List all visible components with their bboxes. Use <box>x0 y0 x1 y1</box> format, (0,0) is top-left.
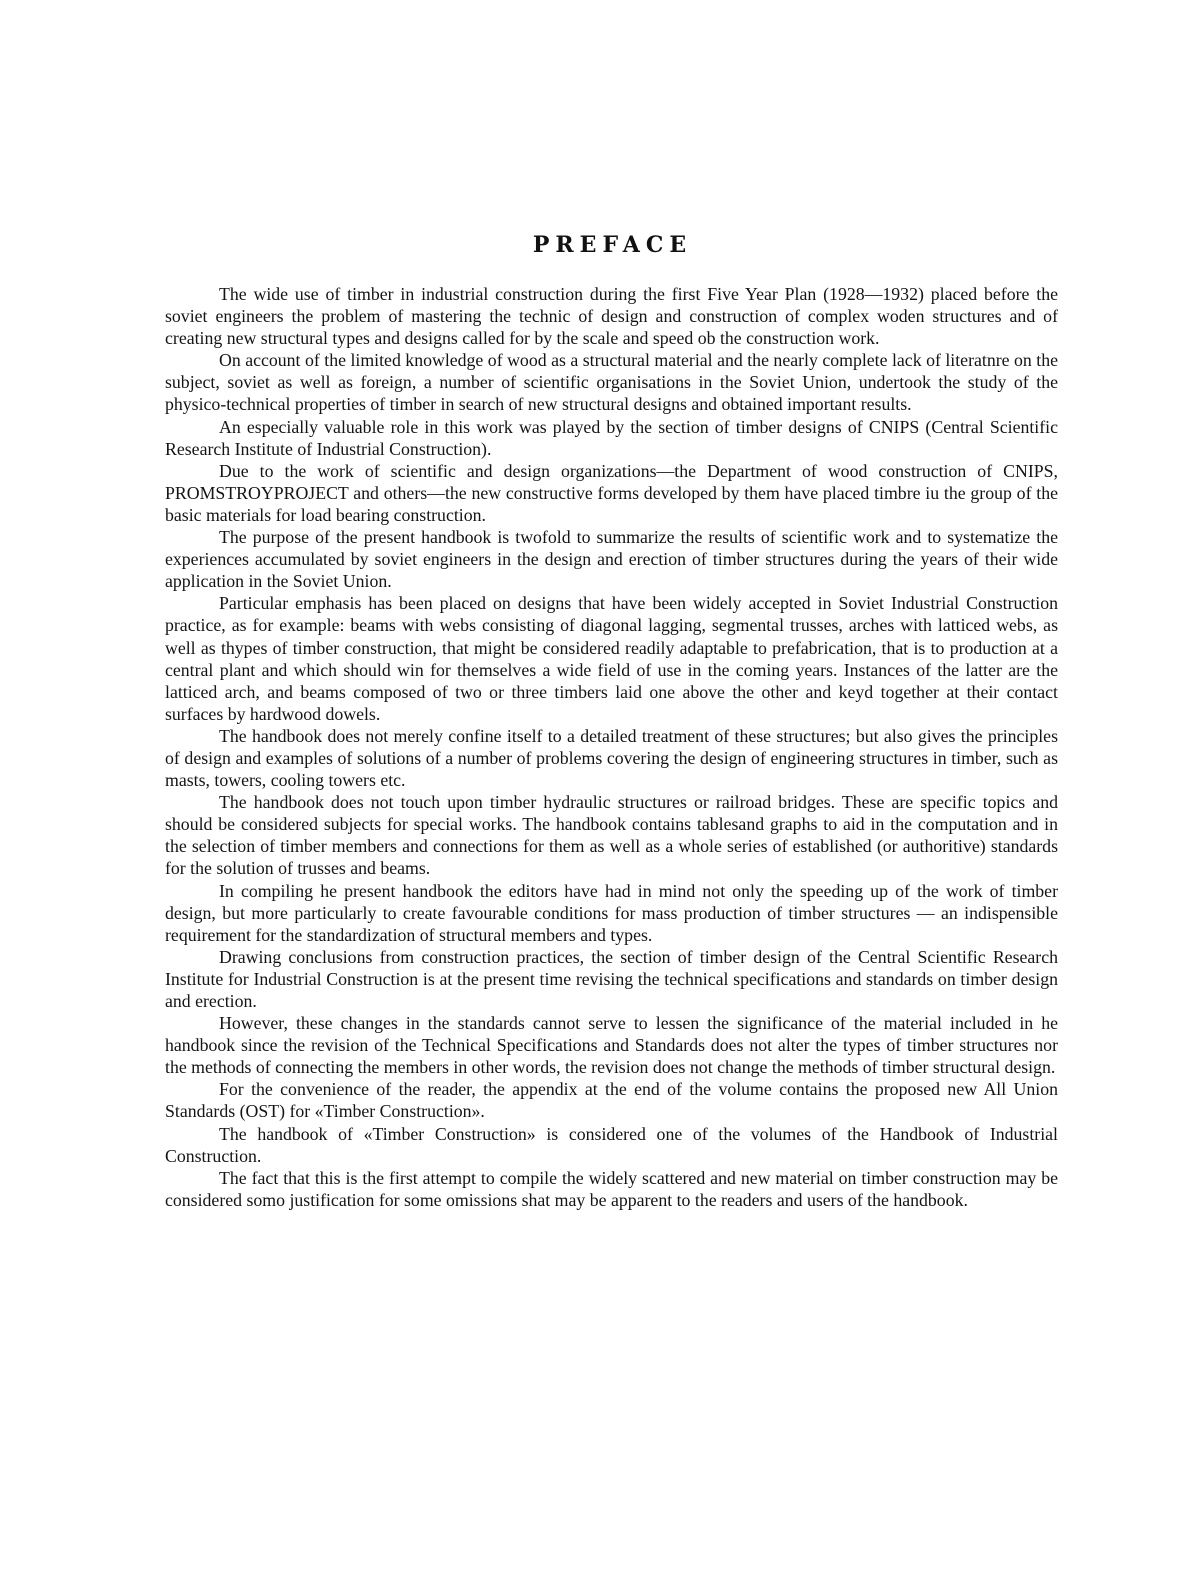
paragraph: For the convenience of the reader, the appendix at the end of the volume contains the proposed new All Union Standards (OST) for «Timber Construction». <box>165 1079 1058 1122</box>
paragraph: Drawing conclusions from construction practices, the section of timber design of the Central Scientific Research Institute for Industrial Construction is at the present time revising the technical specifications and standards on timber design and erection. <box>165 946 1058 1011</box>
paragraph: The handbook of «Timber Construction» is considered one of the volumes of the Handbook of Industrial Construction. <box>165 1123 1058 1166</box>
paragraph: The fact that this is the first attempt to compile the widely scattered and new material on timber construction may be considered somo justification for some omissions shat may be apparent to the readers and users of the handbook. <box>165 1167 1058 1210</box>
paragraph: In compiling he present handbook the editors have had in mind not only the speeding up of the work of timber design, but more particularly to create favourable conditions for mass production of timber structures — an indispensible requirement for the standardization of structural members and types. <box>165 880 1058 945</box>
paragraph: The wide use of timber in industrial construction during the first Five Year Plan (1928—1932) placed before the soviet engineers the problem of mastering the technic of design and construction of complex woden structures and of creating new structural types and designs called for by the scale and speed ob the construction work. <box>165 284 1058 349</box>
paragraph: An especially valuable role in this work was played by the section of timber designs of CNIPS (Central Scientific Research Institute of Industrial Construction). <box>165 416 1058 459</box>
preface-body <box>165 283 1058 1211</box>
page-title: PREFACE <box>532 232 693 258</box>
paragraph: On account of the limited knowledge of wood as a structural material and the nearly complete lack of literatnre on the subject, soviet as well as foreign, a number of scientific organisations in the Soviet Union, undertook the study of the physico-technical properties of timber in search of new structural designs and obtained important results. <box>165 350 1058 415</box>
paragraph: Particular emphasis has been placed on designs that have been widely accepted in Soviet Industrial Construction practice, as for example: beams with webs consisting of diagonal lagging, segmental trusses, arches with latticed webs, as well as thypes of timber construction, that might be considered readily adaptable to prefabrication, that is to production at a central plant and which should win for themselves a wide field of use in the coming years. Instances of the latter are the latticed arch, and beams composed of two or three timbers laid one above the other and keyd together at their contact surfaces by hardwood dowels. <box>165 593 1058 724</box>
paragraph: The handbook does not merely confine itself to a detailed treatment of these structures; but also gives the principles of design and examples of solutions of a number of problems covering the design of engineering structures in timber, such as masts, towers, cooling towers etc. <box>165 725 1058 791</box>
paragraph: Due to the work of scientific and design organizations—the Department of wood construction of CNIPS, PROMSTROYPROJECT and others—the new constructive forms developed by them have placed timbre iu the group of the basic materials for load bearing construction. <box>165 460 1058 525</box>
paragraph: The purpose of the present handbook is twofold to summarize the results of scientific work and to systematize the experiences accumulated by soviet engineers in the design and erection of timber structures during the years of their wide application in the Soviet Union. <box>165 527 1058 592</box>
paragraph: The handbook does not touch upon timber hydraulic structures or railroad bridges. These are specific topics and should be considered subjects for special works. The handbook contains tablesand graphs to aid in the computation and in the selection of timber members and connections for them as well as a whole series of established (or authoritive) standards for the solution of trusses and beams. <box>165 792 1058 879</box>
paragraph: However, these changes in the standards cannot serve to lessen the significance of the material included in he handbook since the revision of the Technical Specifications and Standards does not alter the types of timber structures nor the methods of connecting the members in other words, the revision does not change the methods of timber structural design. <box>165 1013 1058 1078</box>
